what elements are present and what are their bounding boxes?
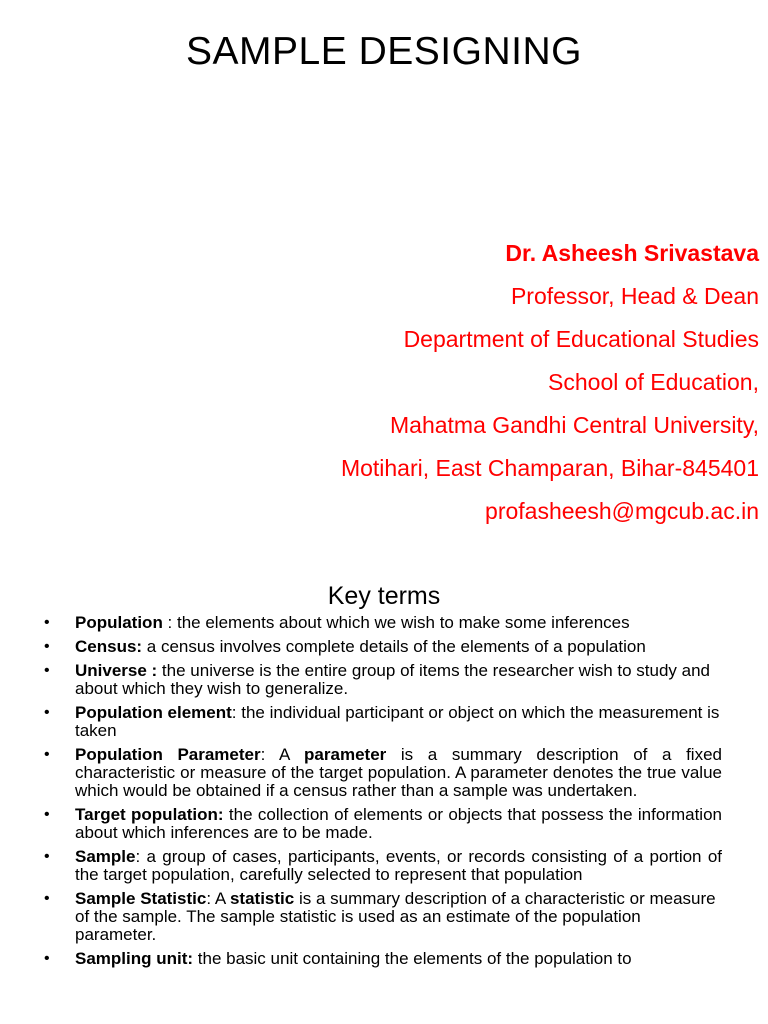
term-highlight: statistic	[229, 889, 295, 908]
list-item	[40, 704, 722, 740]
term-definition: the collection of elements or objects that possess the information about which inferences are to be made.	[75, 805, 722, 842]
bullet-icon: •	[44, 704, 50, 721]
list-item	[40, 662, 722, 698]
term-label: Sample	[75, 847, 136, 866]
bullet-icon: •	[44, 950, 50, 967]
author-name: Dr. Asheesh Srivastava	[505, 240, 759, 266]
author-email: profasheesh@mgcub.ac.in	[485, 498, 759, 524]
slide-title: SAMPLE DESIGNING	[186, 30, 582, 73]
key-terms-heading: Key terms	[327, 582, 441, 610]
term-label: Universe :	[75, 661, 158, 680]
key-terms-slide	[0, 560, 768, 1024]
term-definition-part: is a summary description of a characteristic or measure of the sample. The sample statistic is used as an estimate of the population parameter.	[75, 889, 716, 944]
term-label: Target population:	[75, 805, 224, 824]
term-definition: : the individual participant or object on which the measurement is taken	[75, 703, 720, 740]
bullet-icon: •	[44, 662, 50, 679]
term-definition: the universe is the entire group of items the researcher wish to study and about which they wish to generalize.	[75, 661, 710, 698]
bullet-icon: •	[44, 890, 50, 907]
bullet-icon: •	[44, 848, 50, 865]
list-item	[40, 806, 722, 842]
term-definition: a census involves complete details of the elements of a population	[142, 637, 646, 656]
bullet-icon: •	[44, 746, 50, 763]
author-school: School of Education,	[548, 369, 759, 395]
list-item	[40, 614, 722, 632]
list-item	[40, 638, 722, 656]
term-label: Population element	[75, 703, 232, 722]
bullet-icon: •	[44, 806, 50, 823]
list-item	[40, 848, 722, 884]
term-label: Population	[75, 613, 163, 632]
term-definition: the basic unit containing the elements of the population to	[193, 949, 632, 968]
term-label: Census:	[75, 637, 143, 656]
list-item	[40, 890, 722, 944]
list-item	[40, 950, 722, 968]
author-department: Department of Educational Studies	[403, 326, 759, 352]
term-definition: : the elements about which we wish to make some inferences	[162, 613, 630, 632]
term-label: Sample Statistic	[75, 889, 207, 908]
term-definition-part: is a summary description of a fixed characteristic or measure of the target population. A parameter denotes the true value which would be obtained if a census rather than a sample was undertaken.	[75, 745, 722, 800]
bullet-icon: •	[44, 638, 50, 655]
term-definition: : a group of cases, participants, events, or records consisting of a portion of the target population, carefully selected to represent that population	[75, 847, 722, 884]
author-role: Professor, Head & Dean	[510, 283, 759, 309]
author-university: Mahatma Gandhi Central University,	[390, 412, 759, 438]
author-block	[341, 232, 759, 533]
key-terms-list	[40, 614, 722, 974]
list-item	[40, 746, 722, 800]
term-label: Population Parameter	[75, 745, 261, 764]
bullet-icon: •	[44, 614, 50, 631]
author-address: Motihari, East Champaran, Bihar-845401	[340, 455, 759, 481]
term-definition-part: : A	[206, 889, 230, 908]
term-label: Sampling unit:	[75, 949, 194, 968]
term-definition-part: : A	[260, 745, 305, 764]
term-highlight: parameter	[304, 745, 387, 764]
